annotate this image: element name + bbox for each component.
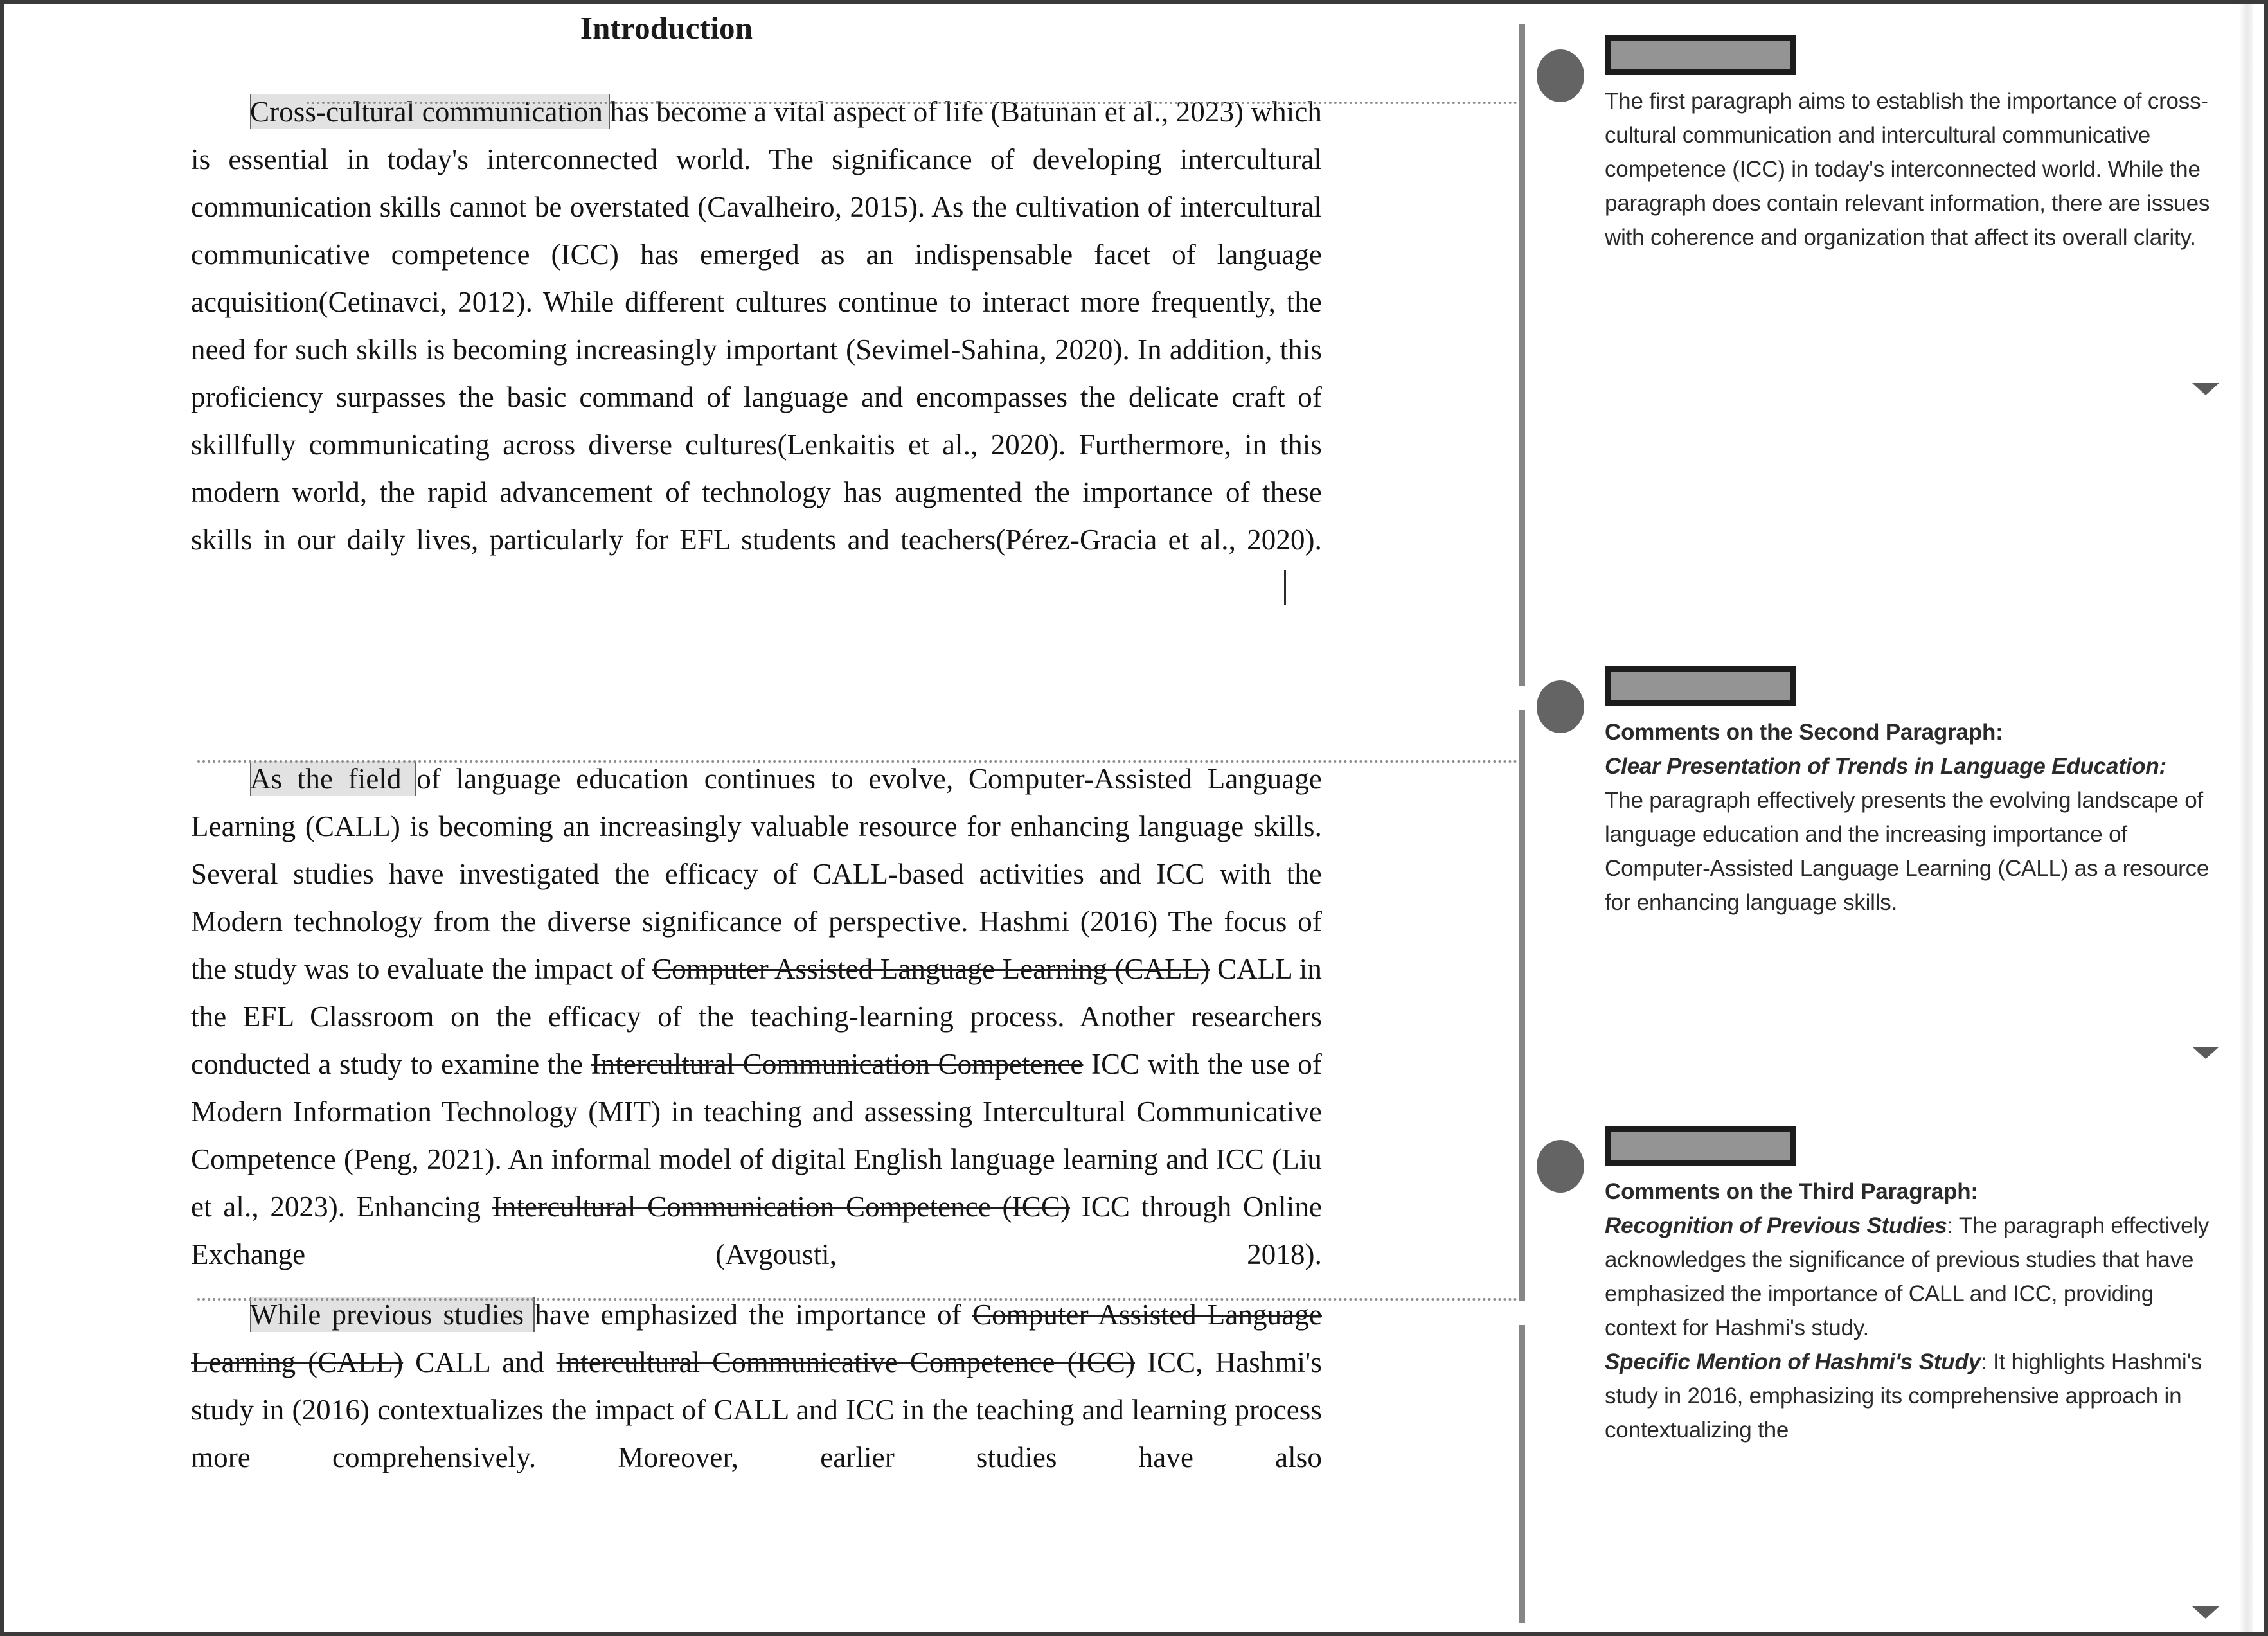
avatar xyxy=(1537,49,1584,102)
paragraph-2-strikethrough-0: Computer Assisted Language Learning (CALL) xyxy=(652,953,1210,985)
avatar xyxy=(1537,680,1584,733)
paragraph-3-seg-1: CALL and xyxy=(403,1346,557,1378)
paragraph-3-seg-0: have emphasized the importance of xyxy=(535,1299,972,1331)
comments-pane[interactable] xyxy=(1534,4,2264,1632)
comment-2-subheading: Clear Presentation of Trends in Language Education: xyxy=(1605,754,2167,779)
comment-1-text: The first paragraph aims to establish the importance of cross-cultural communication and intercultural communicative competence (ICC) in today's interconnected world. While the paragraph does contain relevant information, there are issues with coherence and organization that affect its overall clarity. xyxy=(1605,89,2210,250)
comment-3-point-2-text: : It highlights Hashmi's study in 2016, emphasizing its comprehensive approach in contextualizing the xyxy=(1605,1349,2202,1443)
comment-3-point-2-lead: Specific Mention of Hashmi's Study xyxy=(1605,1349,1981,1374)
document-paragraph-2[interactable] xyxy=(191,755,1322,1326)
paragraph-2-seg-1: CALL in the EFL Classroom on the efficacy of the teaching-learning process. Another researchers conducted a study to examine the xyxy=(191,953,1322,1080)
comment-2-text: The paragraph effectively presents the evolving landscape of language education and the increasing importance of Computer-Assisted Language Learning (CALL) as a resource for enhancing language skills. xyxy=(1605,788,2210,915)
document-paragraph-3[interactable] xyxy=(191,1291,1322,1529)
comment-leader-line-1 xyxy=(307,102,1518,104)
page-title: Introduction xyxy=(580,10,753,46)
chevron-down-icon[interactable] xyxy=(2192,1606,2219,1619)
comments-divider-segment xyxy=(1519,710,1525,1301)
paragraph-1-text: has become a vital aspect of life (Batunan et al., 2023) which is essential in today's interconnected world. The significance of developing intercultural communication skills cannot be overstated (Cavalheiro, 2015). As the cultivation of intercultural communicative competence (ICC) has emerged as an indispensable facet of language acquisition(Cetinavci, 2012). While different cultures continue to interact more frequently, the need for such skills is becoming increasingly important (Sevimel-Sahina, 2020). In addition, this proficiency surpasses the basic command of language and encompasses the delicate craft of skillfully communicating across diverse cultures(Lenkaitis et al., 2020). Furthermore, in this modern world, the rapid advancement of technology has augmented the importance of these skills in our daily lives, particularly for EFL students and teachers(Pérez-Gracia et al., 2020). xyxy=(191,96,1322,556)
comment-author-redaction-box xyxy=(1605,666,1796,706)
comment-3-point-1 xyxy=(1605,1209,2212,1345)
document-pane[interactable] xyxy=(4,4,1483,1632)
avatar xyxy=(1537,1140,1584,1193)
paragraph-2-strikethrough-1: Intercultural Communication Competence xyxy=(591,1048,1084,1080)
comment-body-3 xyxy=(1605,1175,2212,1447)
paragraph-2-strikethrough-2: Intercultural Communication Competence (ICC) xyxy=(492,1191,1071,1223)
paragraph-3-strikethrough-0: Computer Assisted Language Learning (CALL) xyxy=(191,1299,1322,1378)
comment-author-redaction-box xyxy=(1605,35,1796,75)
paragraph-3-strikethrough-1: Intercultural Communicative Competence (ICC) xyxy=(556,1346,1136,1378)
comment-body-1 xyxy=(1605,84,2212,254)
vertical-scrollbar[interactable] xyxy=(2239,4,2253,1632)
paragraph-2-seg-0: of language education continues to evolve, Computer-Assisted Language Learning (CALL) is becoming an increasingly valuable resource for enhancing language skills. Several studies have investigated the efficacy of CALL-based activities and ICC with the Modern technology from the diverse significance of perspective. Hashmi (2016) The focus of the study was to evaluate the impact of xyxy=(191,763,1322,985)
comment-leader-line-3 xyxy=(197,1298,1518,1301)
document-paragraph-1[interactable] xyxy=(191,88,1322,611)
paragraph-2-seg-3: ICC through Online Exchange (Avgousti, 2018). xyxy=(191,1191,1323,1270)
highlighted-phrase-1[interactable]: Cross-cultural communication xyxy=(250,96,611,128)
paragraph-3-seg-2: ICC, Hashmi's study in (2016) contextualizes the impact of CALL and ICC in the teaching and learning process more comprehensively. Moreover, earlier studies have also xyxy=(191,1346,1322,1473)
comment-leader-line-2 xyxy=(197,760,1518,763)
comment-author-redaction-box xyxy=(1605,1126,1796,1166)
text-cursor-caret xyxy=(1284,570,1286,605)
highlighted-phrase-2[interactable]: As the field xyxy=(250,763,417,795)
comment-3-point-2 xyxy=(1605,1345,2212,1447)
comment-3-point-1-text: : The paragraph effectively acknowledges the significance of previous studies that have emphasized the importance of CALL and ICC, providing context for Hashmi's study. xyxy=(1605,1213,2210,1340)
comment-body-2 xyxy=(1605,715,2212,920)
paragraph-2-seg-2: ICC with the use of Modern Information Technology (MIT) in teaching and assessing Intercultural Communicative Competence (Peng, 2021). An informal model of digital English language learning and ICC (Liu et al., 2023). Enhancing xyxy=(191,1048,1322,1223)
comment-3-point-1-lead: Recognition of Previous Studies xyxy=(1605,1213,1947,1238)
chevron-down-icon[interactable] xyxy=(2192,383,2219,395)
comment-2-heading: Comments on the Second Paragraph: xyxy=(1605,720,2003,745)
comments-divider-segment xyxy=(1519,24,1525,686)
chevron-down-icon[interactable] xyxy=(2192,1047,2219,1059)
comments-divider-segment xyxy=(1519,1325,1525,1623)
comment-3-heading: Comments on the Third Paragraph: xyxy=(1605,1179,1978,1204)
highlighted-phrase-3[interactable]: While previous studies xyxy=(250,1299,535,1331)
